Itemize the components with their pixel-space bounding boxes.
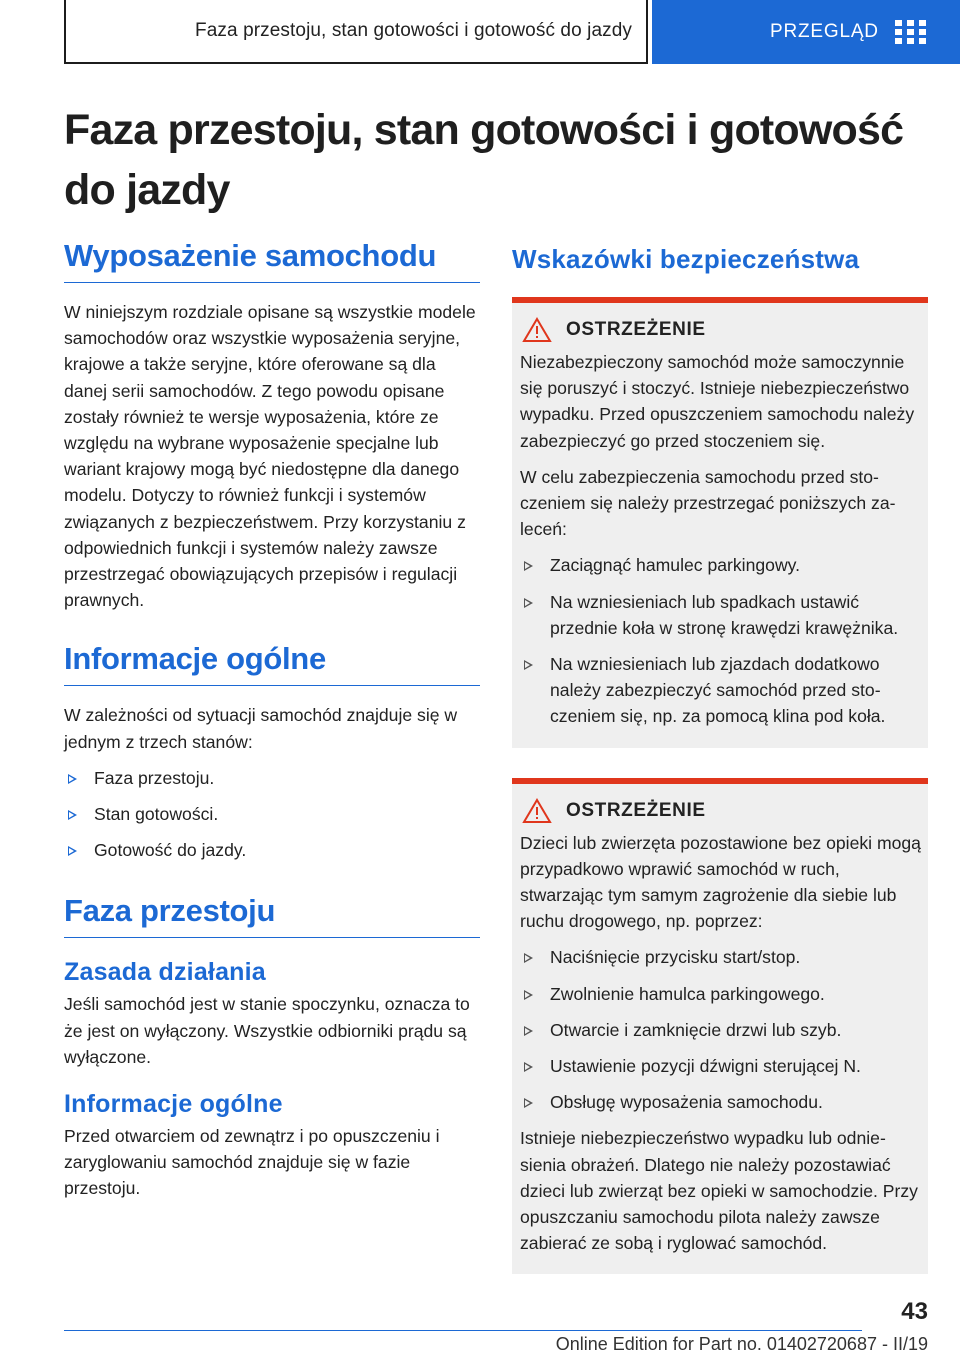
list-item: Naciśnięcie przycisku start/stop. [520,944,922,970]
footer-edition: Online Edition for Part no. 01402720687 - II/19 [555,1334,928,1354]
warning-text: Dzieci lub zwierzęta pozostawione bez opieki mogą przypadkowo wprawić samochód w ruch, stwarzając tym samym zagrożenie dla siebie lub ruchu drogowego, np. poprzez: [520,832,921,932]
page-number: 43 [901,1298,928,1325]
warning-title: OSTRZEŻENIE [566,319,706,340]
principle-text: Jeśli samochód jest w stanie spoczynku, oznacza to że jest on wyłączony. Wszystkie odbiorniki prądu są wyłączone. [64,994,470,1067]
standby-general-text: Przed otwarciem od zewnątrz i po opuszczeniu i zaryglowaniu samochód znajduje się w fazie przestoju. [64,1126,440,1199]
header-section-title: Faza przestoju, stan gotowości i gotowość do jazdy [195,20,632,41]
general-info-text: W zależności od sytuacji samochód znajduje się w jednym z trzech stanów: [64,705,458,752]
left-column [64,238,480,1202]
header-section-title-box [64,0,648,64]
warning-title: OSTRZEŻENIE [566,799,706,821]
list-item: Faza przestoju. [64,765,480,791]
warning-text: W celu zabezpieczenia samochodu przed stoczeniem się należy przestrzegać poniższych zaleceń: [520,466,896,540]
warning-triangle-icon [522,317,552,343]
subheading-general-info: Informacje ogólne [64,1090,283,1119]
section-heading-standby: Faza przestoju [64,893,480,938]
list-item: Ustawienie pozycji dźwigni sterującej N. [520,1053,922,1079]
warning-triangle-icon [522,798,552,824]
list-item: Gotowość do jazdy. [64,837,480,863]
list-item: Otwarcie i zamknięcie drzwi lub szyb. [520,1017,922,1043]
right-column [512,238,928,1274]
overview-tab-label: PRZEGLĄD [770,21,879,42]
grid-icon [895,20,925,44]
list-item: Na wzniesieniach lub zjazdach dodatkowo należy zabezpieczyć samochód przed stoczeniem się, np. za pomocą klina pod koła. [520,651,922,730]
warning-list [520,944,922,1115]
list-item: Zaciągnąć hamulec parkingowy. [520,552,922,578]
warning-text: Istnieje niebezpieczeństwo wypadku lub odniesienia obrażeń. Dlatego nie należy pozostawiać dzieci lub zwierząt bez opieki w samochodzie. Przy opuszczaniu samochodu pilota należy zawsze zabierać ze sobą i ryglować samochód. [520,1128,918,1254]
warning-list [520,552,922,729]
warning-box [512,297,928,748]
equipment-text: W niniejszym rozdziale opisane są wszystkie modele samochodów oraz wszystkie wyposażenia seryjne, krajowe a także seryjne, które oferowane są dla danej serii samochodów. Z tego powodu opisane zostały również te wersje wyposażenia, które ze względu na wybrane wyposażenie specjalne lub wariant krajowy mogą być niedostępne dla danego modelu. Dotyczy to również funkcji i systemów związanych z bezpieczeństwem. Przy korzystaniu z odpowiednich funkcji i systemów należy zawsze przestrzegać obowiązujących przepisów i regulacji prawnych. [64,302,476,611]
list-item: Obsługę wyposażenia samochodu. [520,1089,922,1115]
section-heading-general-info: Informacje ogólne [64,641,480,686]
list-item: Na wzniesieniach lub spadkach ustawić przednie koła w stronę krawędzi krawężnika. [520,589,922,641]
warning-text: Niezabezpieczony samochód może samoczynnie się poruszyć i stoczyć. Istnieje niebezpieczeństwo wypadku. Przed opuszczeniem samochodu należy zabezpieczyć go przed stoczeniem się. [520,352,915,451]
subheading-principle: Zasada działania [64,958,266,987]
footer-divider [64,1330,862,1331]
overview-tab[interactable] [652,0,960,64]
section-heading-equipment: Wyposażenie samochodu [64,238,480,283]
warning-box [512,778,928,1275]
list-item: Zwolnienie hamulca parkingowego. [520,981,922,1007]
section-heading-safety: Wskazówki bezpieczeństwa [512,244,860,274]
list-item: Stan gotowości. [64,801,480,827]
page-title: Faza przestoju, stan gotowości i gotowość do jazdy [64,106,904,214]
states-list [64,765,480,864]
